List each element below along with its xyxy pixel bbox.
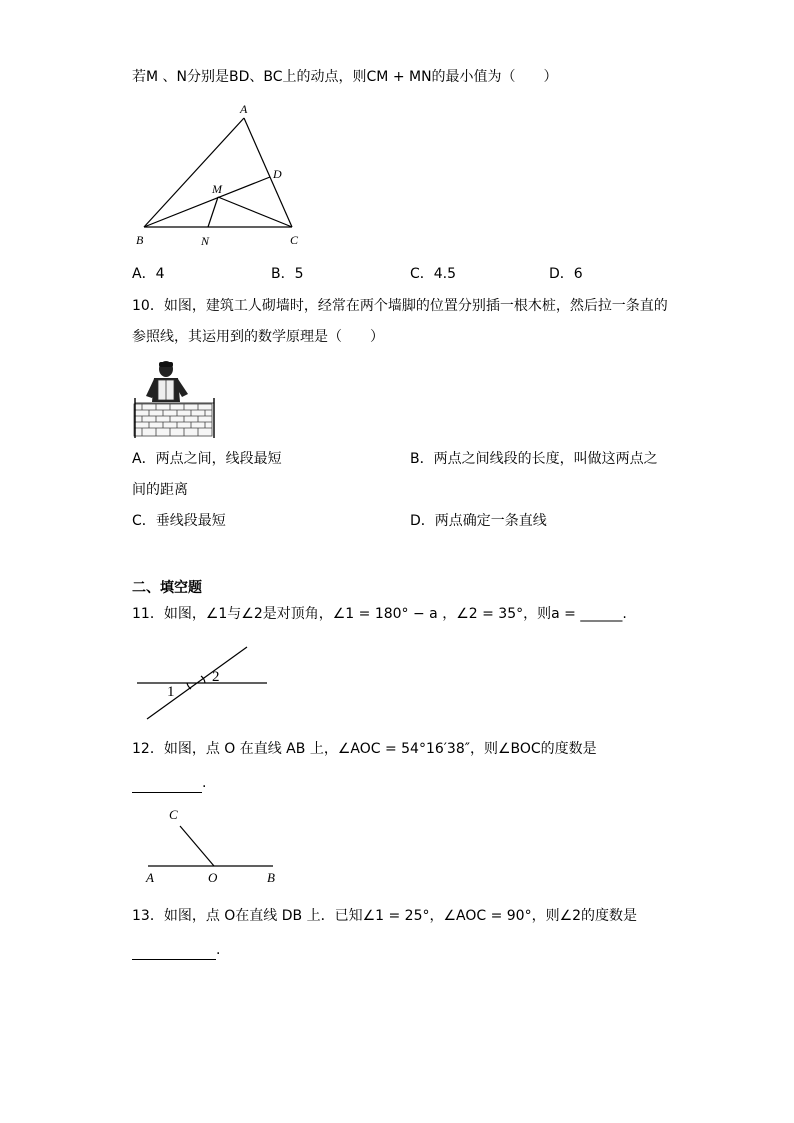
- q12-figure: [140, 803, 285, 888]
- label-angle-2: 2: [212, 669, 220, 685]
- label-b: B: [136, 233, 144, 247]
- q10-option-d: D．两点确定一条直线: [410, 513, 547, 529]
- q10-stem-line2: 参照线，其运用到的数学原理是（ ）: [132, 329, 384, 345]
- q13-stem: 13．如图，点 O在直线 DB 上．已知∠1 = 25°，∠AOC = 90°，则∠2的度数是: [132, 908, 638, 924]
- q10-option-b: B．两点之间线段的长度，叫做这两点之: [410, 451, 658, 467]
- label-a: A: [146, 870, 154, 885]
- q12-answer-line: .: [132, 773, 206, 793]
- label-c: C: [290, 233, 299, 247]
- q9-option-d: D．6: [549, 266, 583, 282]
- q9-stem: 若M 、N分别是BD、BC上的动点，则CM + MN的最小值为（ ）: [132, 69, 558, 85]
- q13-answer-line: .: [132, 940, 220, 960]
- q10-option-b-continued: 间的距离: [132, 482, 188, 498]
- q9-option-c: C．4.5: [410, 266, 457, 282]
- label-n: N: [201, 234, 210, 248]
- q9-triangle-figure: [128, 98, 318, 250]
- q11-stem: 11．如图，∠1与∠2是对顶角，∠1 = 180° − a ，∠2 = 35°，则a = ______.: [132, 606, 627, 622]
- q12-stem: 12．如图，点 O 在直线 AB 上，∠AOC = 54°16′38″，则∠BOC的度数是: [132, 741, 597, 757]
- q10-option-c: C．垂线段最短: [132, 513, 226, 529]
- segment-bd: [144, 177, 270, 227]
- bricklayer-picture: [132, 360, 222, 440]
- brick-wall: [134, 404, 212, 436]
- label-o: O: [208, 870, 218, 885]
- ray-oc: [180, 826, 214, 866]
- label-angle-1: 1: [167, 684, 175, 700]
- label-a: A: [240, 102, 248, 116]
- q10-option-a: A．两点之间，线段最短: [132, 451, 282, 467]
- label-c: C: [169, 807, 178, 822]
- label-b: B: [267, 870, 275, 885]
- label-m: M: [212, 182, 222, 196]
- q10-stem-line1: 10．如图，建筑工人砌墙时，经常在两个墙脚的位置分别插一根木桩，然后拉一条直的: [132, 298, 668, 314]
- side-ab: [144, 118, 244, 227]
- q9-option-b: B．5: [271, 266, 304, 282]
- q12-answer-blank[interactable]: [132, 778, 202, 793]
- q11-vertical-angles-figure: [135, 643, 275, 723]
- q9-option-a: A．4: [132, 266, 165, 282]
- section-title-fill-in: 二、填空题: [132, 580, 202, 596]
- label-d: D: [273, 167, 282, 181]
- q13-answer-blank[interactable]: [132, 945, 216, 960]
